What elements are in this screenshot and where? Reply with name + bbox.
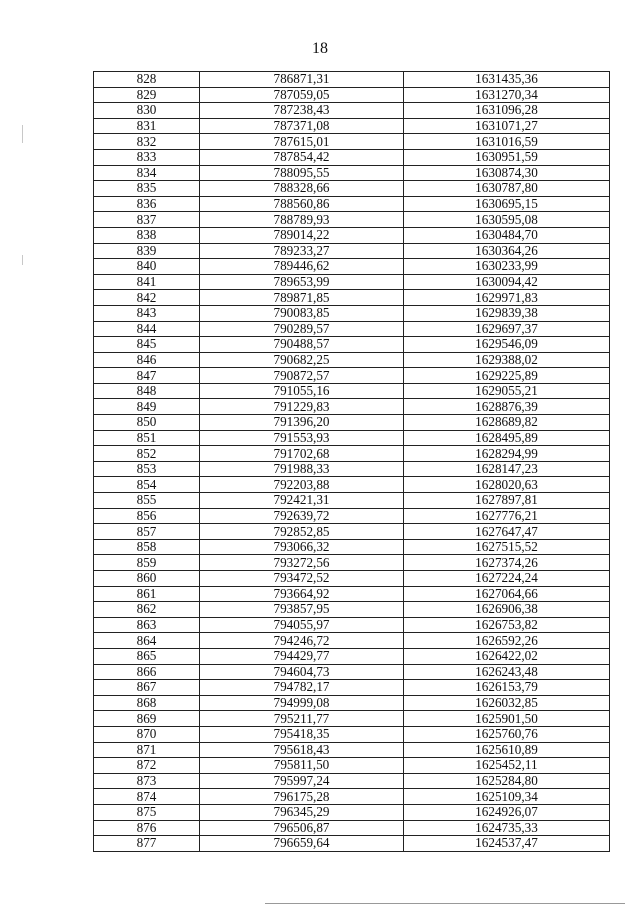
x-coordinate-cell: 793664,92 — [200, 586, 404, 602]
point-number-cell: 851 — [94, 430, 200, 446]
y-coordinate-cell: 1629546,09 — [404, 337, 610, 353]
point-number-cell: 850 — [94, 415, 200, 431]
point-number-cell: 861 — [94, 586, 200, 602]
table-row — [94, 118, 610, 134]
y-coordinate-cell: 1629388,02 — [404, 352, 610, 368]
table-row — [94, 648, 610, 664]
point-number-cell: 854 — [94, 477, 200, 493]
y-coordinate-cell: 1631096,28 — [404, 103, 610, 119]
y-coordinate-cell: 1629225,89 — [404, 368, 610, 384]
x-coordinate-cell: 793272,56 — [200, 555, 404, 571]
point-number-cell: 843 — [94, 305, 200, 321]
point-number-cell: 855 — [94, 493, 200, 509]
x-coordinate-cell: 790289,57 — [200, 321, 404, 337]
x-coordinate-cell: 790488,57 — [200, 337, 404, 353]
point-number-cell: 839 — [94, 243, 200, 259]
table-row — [94, 305, 610, 321]
y-coordinate-cell: 1628020,63 — [404, 477, 610, 493]
coordinates-table — [93, 71, 610, 852]
point-number-cell: 840 — [94, 259, 200, 275]
table-row — [94, 586, 610, 602]
point-number-cell: 837 — [94, 212, 200, 228]
x-coordinate-cell: 790872,57 — [200, 368, 404, 384]
x-coordinate-cell: 793857,95 — [200, 602, 404, 618]
y-coordinate-cell: 1630695,15 — [404, 196, 610, 212]
x-coordinate-cell: 788789,93 — [200, 212, 404, 228]
point-number-cell: 845 — [94, 337, 200, 353]
table-row — [94, 337, 610, 353]
x-coordinate-cell: 790083,85 — [200, 305, 404, 321]
y-coordinate-cell: 1628876,39 — [404, 399, 610, 415]
x-coordinate-cell: 787238,43 — [200, 103, 404, 119]
table-row — [94, 446, 610, 462]
x-coordinate-cell: 789233,27 — [200, 243, 404, 259]
x-coordinate-cell: 792639,72 — [200, 508, 404, 524]
y-coordinate-cell: 1627776,21 — [404, 508, 610, 524]
x-coordinate-cell: 794055,97 — [200, 617, 404, 633]
table-row — [94, 711, 610, 727]
x-coordinate-cell: 787615,01 — [200, 134, 404, 150]
point-number-cell: 832 — [94, 134, 200, 150]
y-coordinate-cell: 1627647,47 — [404, 524, 610, 540]
x-coordinate-cell: 796345,29 — [200, 804, 404, 820]
y-coordinate-cell: 1627515,52 — [404, 539, 610, 555]
y-coordinate-cell: 1629697,37 — [404, 321, 610, 337]
point-number-cell: 849 — [94, 399, 200, 415]
x-coordinate-cell: 796175,28 — [200, 789, 404, 805]
table-row — [94, 196, 610, 212]
point-number-cell: 853 — [94, 461, 200, 477]
y-coordinate-cell: 1628147,23 — [404, 461, 610, 477]
point-number-cell: 864 — [94, 633, 200, 649]
point-number-cell: 847 — [94, 368, 200, 384]
table-row — [94, 72, 610, 88]
x-coordinate-cell: 791553,93 — [200, 430, 404, 446]
y-coordinate-cell: 1626422,02 — [404, 648, 610, 664]
y-coordinate-cell: 1625760,76 — [404, 726, 610, 742]
y-coordinate-cell: 1627224,24 — [404, 571, 610, 587]
y-coordinate-cell: 1624735,33 — [404, 820, 610, 836]
x-coordinate-cell: 793066,32 — [200, 539, 404, 555]
table-row — [94, 508, 610, 524]
x-coordinate-cell: 796659,64 — [200, 836, 404, 852]
point-number-cell: 860 — [94, 571, 200, 587]
y-coordinate-cell: 1629971,83 — [404, 290, 610, 306]
x-coordinate-cell: 787854,42 — [200, 149, 404, 165]
x-coordinate-cell: 791988,33 — [200, 461, 404, 477]
x-coordinate-cell: 788328,66 — [200, 181, 404, 197]
point-number-cell: 872 — [94, 758, 200, 774]
y-coordinate-cell: 1628294,99 — [404, 446, 610, 462]
point-number-cell: 869 — [94, 711, 200, 727]
x-coordinate-cell: 793472,52 — [200, 571, 404, 587]
table-row — [94, 695, 610, 711]
x-coordinate-cell: 786871,31 — [200, 72, 404, 88]
y-coordinate-cell: 1628689,82 — [404, 415, 610, 431]
x-coordinate-cell: 790682,25 — [200, 352, 404, 368]
x-coordinate-cell: 794604,73 — [200, 664, 404, 680]
point-number-cell: 873 — [94, 773, 200, 789]
table-row — [94, 789, 610, 805]
table-row — [94, 227, 610, 243]
table-row — [94, 477, 610, 493]
point-number-cell: 831 — [94, 118, 200, 134]
x-coordinate-cell: 787059,05 — [200, 87, 404, 103]
table-row — [94, 571, 610, 587]
point-number-cell: 833 — [94, 149, 200, 165]
point-number-cell: 859 — [94, 555, 200, 571]
table-row — [94, 430, 610, 446]
point-number-cell: 858 — [94, 539, 200, 555]
y-coordinate-cell: 1631435,36 — [404, 72, 610, 88]
y-coordinate-cell: 1630874,30 — [404, 165, 610, 181]
y-coordinate-cell: 1631071,27 — [404, 118, 610, 134]
point-number-cell: 829 — [94, 87, 200, 103]
y-coordinate-cell: 1624926,07 — [404, 804, 610, 820]
point-number-cell: 830 — [94, 103, 200, 119]
x-coordinate-cell: 794429,77 — [200, 648, 404, 664]
point-number-cell: 865 — [94, 648, 200, 664]
table-row — [94, 726, 610, 742]
y-coordinate-cell: 1626243,48 — [404, 664, 610, 680]
x-coordinate-cell: 795211,77 — [200, 711, 404, 727]
x-coordinate-cell: 791702,68 — [200, 446, 404, 462]
x-coordinate-cell: 788560,86 — [200, 196, 404, 212]
y-coordinate-cell: 1626153,79 — [404, 680, 610, 696]
table-row — [94, 399, 610, 415]
table-row — [94, 321, 610, 337]
y-coordinate-cell: 1625109,34 — [404, 789, 610, 805]
table-row — [94, 134, 610, 150]
table-row — [94, 664, 610, 680]
point-number-cell: 852 — [94, 446, 200, 462]
x-coordinate-cell: 796506,87 — [200, 820, 404, 836]
point-number-cell: 846 — [94, 352, 200, 368]
x-coordinate-cell: 795997,24 — [200, 773, 404, 789]
x-coordinate-cell: 794246,72 — [200, 633, 404, 649]
x-coordinate-cell: 795618,43 — [200, 742, 404, 758]
y-coordinate-cell: 1627374,26 — [404, 555, 610, 571]
table-row — [94, 290, 610, 306]
point-number-cell: 863 — [94, 617, 200, 633]
point-number-cell: 828 — [94, 72, 200, 88]
table-row — [94, 836, 610, 852]
point-number-cell: 842 — [94, 290, 200, 306]
table-row — [94, 555, 610, 571]
point-number-cell: 862 — [94, 602, 200, 618]
table-row — [94, 149, 610, 165]
point-number-cell: 836 — [94, 196, 200, 212]
scan-margin-mark — [22, 255, 23, 265]
y-coordinate-cell: 1630233,99 — [404, 259, 610, 275]
y-coordinate-cell: 1630787,80 — [404, 181, 610, 197]
table-row — [94, 680, 610, 696]
table-row — [94, 274, 610, 290]
point-number-cell: 841 — [94, 274, 200, 290]
table-row — [94, 181, 610, 197]
table-row — [94, 415, 610, 431]
x-coordinate-cell: 789446,62 — [200, 259, 404, 275]
y-coordinate-cell: 1629055,21 — [404, 383, 610, 399]
table-row — [94, 773, 610, 789]
y-coordinate-cell: 1631016,59 — [404, 134, 610, 150]
x-coordinate-cell: 789653,99 — [200, 274, 404, 290]
y-coordinate-cell: 1627897,81 — [404, 493, 610, 509]
point-number-cell: 870 — [94, 726, 200, 742]
table-row — [94, 368, 610, 384]
y-coordinate-cell: 1630094,42 — [404, 274, 610, 290]
point-number-cell: 848 — [94, 383, 200, 399]
x-coordinate-cell: 795811,50 — [200, 758, 404, 774]
y-coordinate-cell: 1630364,26 — [404, 243, 610, 259]
y-coordinate-cell: 1630484,70 — [404, 227, 610, 243]
table-row — [94, 461, 610, 477]
y-coordinate-cell: 1629839,38 — [404, 305, 610, 321]
y-coordinate-cell: 1628495,89 — [404, 430, 610, 446]
point-number-cell: 868 — [94, 695, 200, 711]
page-number: 18 — [312, 40, 328, 57]
y-coordinate-cell: 1626906,38 — [404, 602, 610, 618]
table-row — [94, 165, 610, 181]
table-row — [94, 259, 610, 275]
y-coordinate-cell: 1631270,34 — [404, 87, 610, 103]
y-coordinate-cell: 1626032,85 — [404, 695, 610, 711]
point-number-cell: 857 — [94, 524, 200, 540]
table-row — [94, 383, 610, 399]
y-coordinate-cell: 1630595,08 — [404, 212, 610, 228]
point-number-cell: 874 — [94, 789, 200, 805]
y-coordinate-cell: 1630951,59 — [404, 149, 610, 165]
table-row — [94, 352, 610, 368]
point-number-cell: 856 — [94, 508, 200, 524]
x-coordinate-cell: 795418,35 — [200, 726, 404, 742]
coordinates-table-body — [94, 72, 610, 852]
y-coordinate-cell: 1625901,50 — [404, 711, 610, 727]
bottom-rule — [265, 903, 625, 904]
x-coordinate-cell: 789871,85 — [200, 290, 404, 306]
point-number-cell: 877 — [94, 836, 200, 852]
point-number-cell: 844 — [94, 321, 200, 337]
table-row — [94, 820, 610, 836]
table-row — [94, 103, 610, 119]
table-row — [94, 617, 610, 633]
x-coordinate-cell: 792852,85 — [200, 524, 404, 540]
y-coordinate-cell: 1626592,26 — [404, 633, 610, 649]
table-row — [94, 539, 610, 555]
point-number-cell: 875 — [94, 804, 200, 820]
y-coordinate-cell: 1625452,11 — [404, 758, 610, 774]
table-row — [94, 633, 610, 649]
point-number-cell: 866 — [94, 664, 200, 680]
point-number-cell: 871 — [94, 742, 200, 758]
table-row — [94, 804, 610, 820]
table-row — [94, 243, 610, 259]
table-row — [94, 742, 610, 758]
table-row — [94, 493, 610, 509]
x-coordinate-cell: 791396,20 — [200, 415, 404, 431]
y-coordinate-cell: 1625284,80 — [404, 773, 610, 789]
table-row — [94, 758, 610, 774]
point-number-cell: 838 — [94, 227, 200, 243]
x-coordinate-cell: 792203,88 — [200, 477, 404, 493]
y-coordinate-cell: 1626753,82 — [404, 617, 610, 633]
scan-margin-mark — [22, 125, 23, 143]
x-coordinate-cell: 794999,08 — [200, 695, 404, 711]
y-coordinate-cell: 1624537,47 — [404, 836, 610, 852]
table-row — [94, 602, 610, 618]
point-number-cell: 835 — [94, 181, 200, 197]
table-row — [94, 87, 610, 103]
x-coordinate-cell: 794782,17 — [200, 680, 404, 696]
x-coordinate-cell: 791055,16 — [200, 383, 404, 399]
point-number-cell: 834 — [94, 165, 200, 181]
x-coordinate-cell: 792421,31 — [200, 493, 404, 509]
y-coordinate-cell: 1625610,89 — [404, 742, 610, 758]
x-coordinate-cell: 788095,55 — [200, 165, 404, 181]
x-coordinate-cell: 787371,08 — [200, 118, 404, 134]
point-number-cell: 867 — [94, 680, 200, 696]
point-number-cell: 876 — [94, 820, 200, 836]
x-coordinate-cell: 791229,83 — [200, 399, 404, 415]
table-row — [94, 524, 610, 540]
y-coordinate-cell: 1627064,66 — [404, 586, 610, 602]
x-coordinate-cell: 789014,22 — [200, 227, 404, 243]
table-row — [94, 212, 610, 228]
